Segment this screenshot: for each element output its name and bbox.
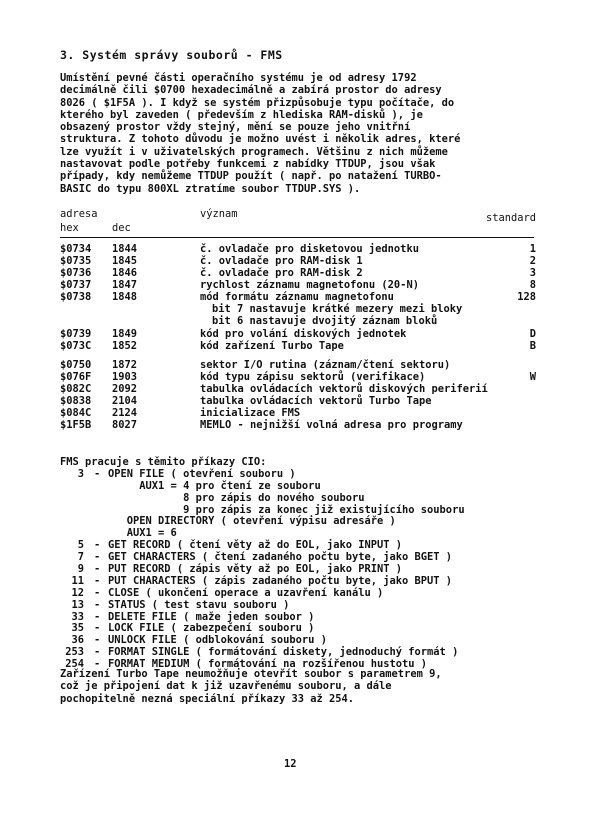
command-item <box>60 492 540 504</box>
meaning-cell: tabulka ovládacích vektorů Turbo Tape <box>200 395 432 407</box>
command-code: 13 <box>71 598 84 611</box>
table-row <box>60 419 536 431</box>
dec-cell: 1845 <box>112 255 138 267</box>
command-item <box>60 527 540 539</box>
meaning-cell: č. ovladače pro disketovou jednotku <box>200 243 419 255</box>
dec-cell: 1846 <box>112 267 138 279</box>
command-item <box>60 622 540 634</box>
command-item <box>60 515 540 527</box>
command-code: 11 <box>71 574 84 587</box>
intro-line: 8026 ( $1F5A ). I když se systém přizpůsobuje typu počítače, do <box>60 96 455 109</box>
command-dash: - <box>94 658 101 671</box>
dec-cell: 1847 <box>112 279 138 291</box>
table-row <box>60 340 536 352</box>
table-rule <box>60 237 534 238</box>
command-dash: - <box>94 598 101 611</box>
command-text: 9 pro zápis za konec již existujícího souboru <box>108 503 465 516</box>
dec-cell: 1903 <box>112 371 138 383</box>
command-item <box>60 587 540 599</box>
command-dash: - <box>94 622 101 635</box>
command-dash: - <box>94 467 101 480</box>
table-row <box>60 315 536 327</box>
hex-cell: $073C <box>60 340 92 352</box>
command-item <box>60 504 540 516</box>
standard-cell: 128 <box>517 291 536 303</box>
meaning-cell: mód formátu záznamu magnetofonu <box>200 291 394 303</box>
standard-cell: D <box>529 328 536 340</box>
command-text: 8 pro zápis do nového souboru <box>108 491 365 504</box>
dec-cell: 2092 <box>112 383 138 395</box>
command-item <box>60 646 540 658</box>
command-code: 3 <box>77 467 84 480</box>
standard-cell: 2 <box>529 255 536 267</box>
header-standard: standard <box>485 212 536 224</box>
section-heading: 3. Systém správy souborů - FMS <box>60 48 283 62</box>
intro-paragraph <box>60 72 540 195</box>
meaning-cell: rychlost záznamu magnetofonu (20-N) <box>200 279 419 291</box>
closing-line: pochopitelně nezná speciální příkazy 33 až 254. <box>60 692 355 705</box>
dec-cell: 1844 <box>112 243 138 255</box>
command-text: OPEN FILE ( otevření souboru ) <box>108 467 296 480</box>
header-dec: dec <box>112 222 131 234</box>
hex-cell: $0739 <box>60 328 92 340</box>
dec-cell: 1848 <box>112 291 138 303</box>
table-row <box>60 279 536 291</box>
meaning-cell: č. ovladače pro RAM-disk 2 <box>200 267 363 279</box>
standard-cell: B <box>529 340 536 352</box>
hex-cell: $0738 <box>60 291 92 303</box>
hex-cell: $0736 <box>60 267 92 279</box>
table-row <box>60 359 536 371</box>
hex-cell: $0735 <box>60 255 92 267</box>
meaning-cell: sektor I/O rutina (záznam/čtení sektoru) <box>200 359 451 371</box>
command-text: AUX1 = 6 <box>108 527 177 540</box>
command-text: PUT CHARACTERS ( zápis zadaného počtu byte, jako BPUT ) <box>108 574 453 587</box>
command-item <box>60 468 540 480</box>
closing-line: Zařízení Turbo Tape neumožňuje otevřít soubor s parametrem 9, <box>60 668 442 680</box>
dec-cell: 1872 <box>112 359 138 371</box>
meaning-cell: tabulka ovládacích vektorů diskových periferií <box>200 383 488 395</box>
closing-paragraph <box>60 668 540 705</box>
dec-cell: 1852 <box>112 340 138 352</box>
meaning-cell: kód pro volání diskových jednotek <box>200 328 407 340</box>
table-row <box>60 267 536 279</box>
meaning-cell: bit 7 nastavuje krátké mezery mezi bloky <box>212 303 463 315</box>
intro-line: struktura. Z tohoto důvodu je možno uvést i několik adres, které <box>60 133 461 146</box>
command-code: 254 <box>65 658 84 671</box>
hex-cell: $082C <box>60 383 92 395</box>
standard-cell: 1 <box>529 243 536 255</box>
standard-cell: 3 <box>529 267 536 279</box>
command-code: 12 <box>71 586 84 599</box>
command-text: DELETE FILE ( maže jeden soubor ) <box>108 610 315 623</box>
command-text: PUT RECORD ( zápis věty až po EOL, jako PRINT ) <box>108 563 403 576</box>
meaning-cell: kód typu zápisu sektorů (verifikace) <box>200 371 426 383</box>
header-hex: hex <box>60 222 79 234</box>
page-number: 12 <box>284 758 297 770</box>
intro-line: kterého byl zaveden ( především z hlediska RAM-disků ), je <box>60 108 423 121</box>
header-meaning: význam <box>200 208 238 220</box>
hex-cell: $0838 <box>60 395 92 407</box>
command-item <box>60 563 540 575</box>
dec-cell: 1849 <box>112 328 138 340</box>
hex-cell: $1F5B <box>60 419 92 431</box>
intro-line: obsazený prostor vždy stejný, mění se pouze jeho vnitřní <box>60 121 411 134</box>
dec-cell: 2124 <box>112 407 138 419</box>
command-text: FORMAT SINGLE ( formátování diskety, jednoduchý formát ) <box>108 646 459 659</box>
command-item <box>60 575 540 587</box>
command-code: 7 <box>77 551 84 564</box>
intro-line: BASIC do typu 800XL ztratíme soubor TTDUP.SYS ). <box>60 182 361 195</box>
intro-line: nastavovat podle potřeby funkcemi z nabídky TTDUP, jsou však <box>60 158 436 171</box>
command-text: GET RECORD ( čtení věty až do EOL, jako INPUT ) <box>108 539 403 552</box>
intro-line: lze využít i v uživatelských programech. Většinu z nich můžeme <box>60 145 448 158</box>
table-row <box>60 255 536 267</box>
command-code: 35 <box>71 622 84 635</box>
command-item <box>60 634 540 646</box>
command-dash: - <box>94 610 101 623</box>
table-row <box>60 371 536 383</box>
command-item <box>60 599 540 611</box>
command-dash: - <box>94 586 101 599</box>
table-row <box>60 291 536 303</box>
intro-line: případy, kdy nemůžeme TTDUP použít ( např. po natažení TURBO- <box>60 170 442 183</box>
meaning-cell: inicializace FMS <box>200 407 301 419</box>
command-text: CLOSE ( ukončení operace a uzavření kanálu ) <box>108 586 384 599</box>
command-code: 5 <box>77 539 84 552</box>
standard-cell: W <box>529 371 536 383</box>
table-row <box>60 328 536 340</box>
command-list <box>60 456 540 670</box>
standard-cell: 8 <box>529 279 536 291</box>
command-item <box>60 611 540 623</box>
dec-cell: 8027 <box>112 419 138 431</box>
command-code: 36 <box>71 634 84 647</box>
command-text: FORMAT MEDIUM ( formátování na rozšířenou hustotu ) <box>108 658 428 671</box>
command-dash: - <box>94 634 101 647</box>
table-row <box>60 407 536 419</box>
commands-intro-text: FMS pracuje s těmito příkazy CIO: <box>60 456 267 468</box>
meaning-cell: č. ovladače pro RAM-disk 1 <box>200 255 363 267</box>
command-code: 33 <box>71 610 84 623</box>
intro-line: Umístění pevné části operačního systému je od adresy 1792 <box>60 72 417 84</box>
command-item <box>60 539 540 551</box>
intro-line: decimálně čili $0700 hexadecimálně a zabírá prostor do adresy <box>60 84 442 97</box>
hex-cell: $0750 <box>60 359 92 371</box>
command-dash: - <box>94 551 101 564</box>
hex-cell: $084C <box>60 407 92 419</box>
meaning-cell: bit 6 nastavuje dvojitý záznam bloků <box>212 315 438 327</box>
command-dash: - <box>94 539 101 552</box>
table-header <box>60 208 536 238</box>
command-item <box>60 551 540 563</box>
command-text: STATUS ( test stavu souboru ) <box>108 598 290 611</box>
hex-cell: $076F <box>60 371 92 383</box>
closing-line: což je připojení dat k již uzavřenému souboru, a dále <box>60 680 392 693</box>
dec-cell: 2104 <box>112 395 138 407</box>
command-dash: - <box>94 646 101 659</box>
table-row <box>60 395 536 407</box>
command-code: 253 <box>65 646 84 659</box>
command-text: AUX1 = 4 pro čtení ze souboru <box>108 479 321 492</box>
header-address: adresa <box>60 208 98 220</box>
table-row <box>60 243 536 255</box>
hex-cell: $0737 <box>60 279 92 291</box>
command-code: 9 <box>77 563 84 576</box>
table-row <box>60 303 536 315</box>
meaning-cell: kód zařízení Turbo Tape <box>200 340 344 352</box>
command-item <box>60 480 540 492</box>
table-row <box>60 383 536 395</box>
meaning-cell: MEMLO - nejnižší volná adresa pro programy <box>200 419 463 431</box>
command-text: UNLOCK FILE ( odblokování souboru ) <box>108 634 327 647</box>
command-text: OPEN DIRECTORY ( otevření výpisu adresáře ) <box>108 515 396 528</box>
command-text: GET CHARACTERS ( čtení zadaného počtu byte, jako BGET ) <box>108 551 453 564</box>
commands-intro <box>60 456 540 468</box>
hex-cell: $0734 <box>60 243 92 255</box>
command-dash: - <box>94 574 101 587</box>
command-dash: - <box>94 563 101 576</box>
command-text: LOCK FILE ( zabezpečení souboru ) <box>108 622 315 635</box>
